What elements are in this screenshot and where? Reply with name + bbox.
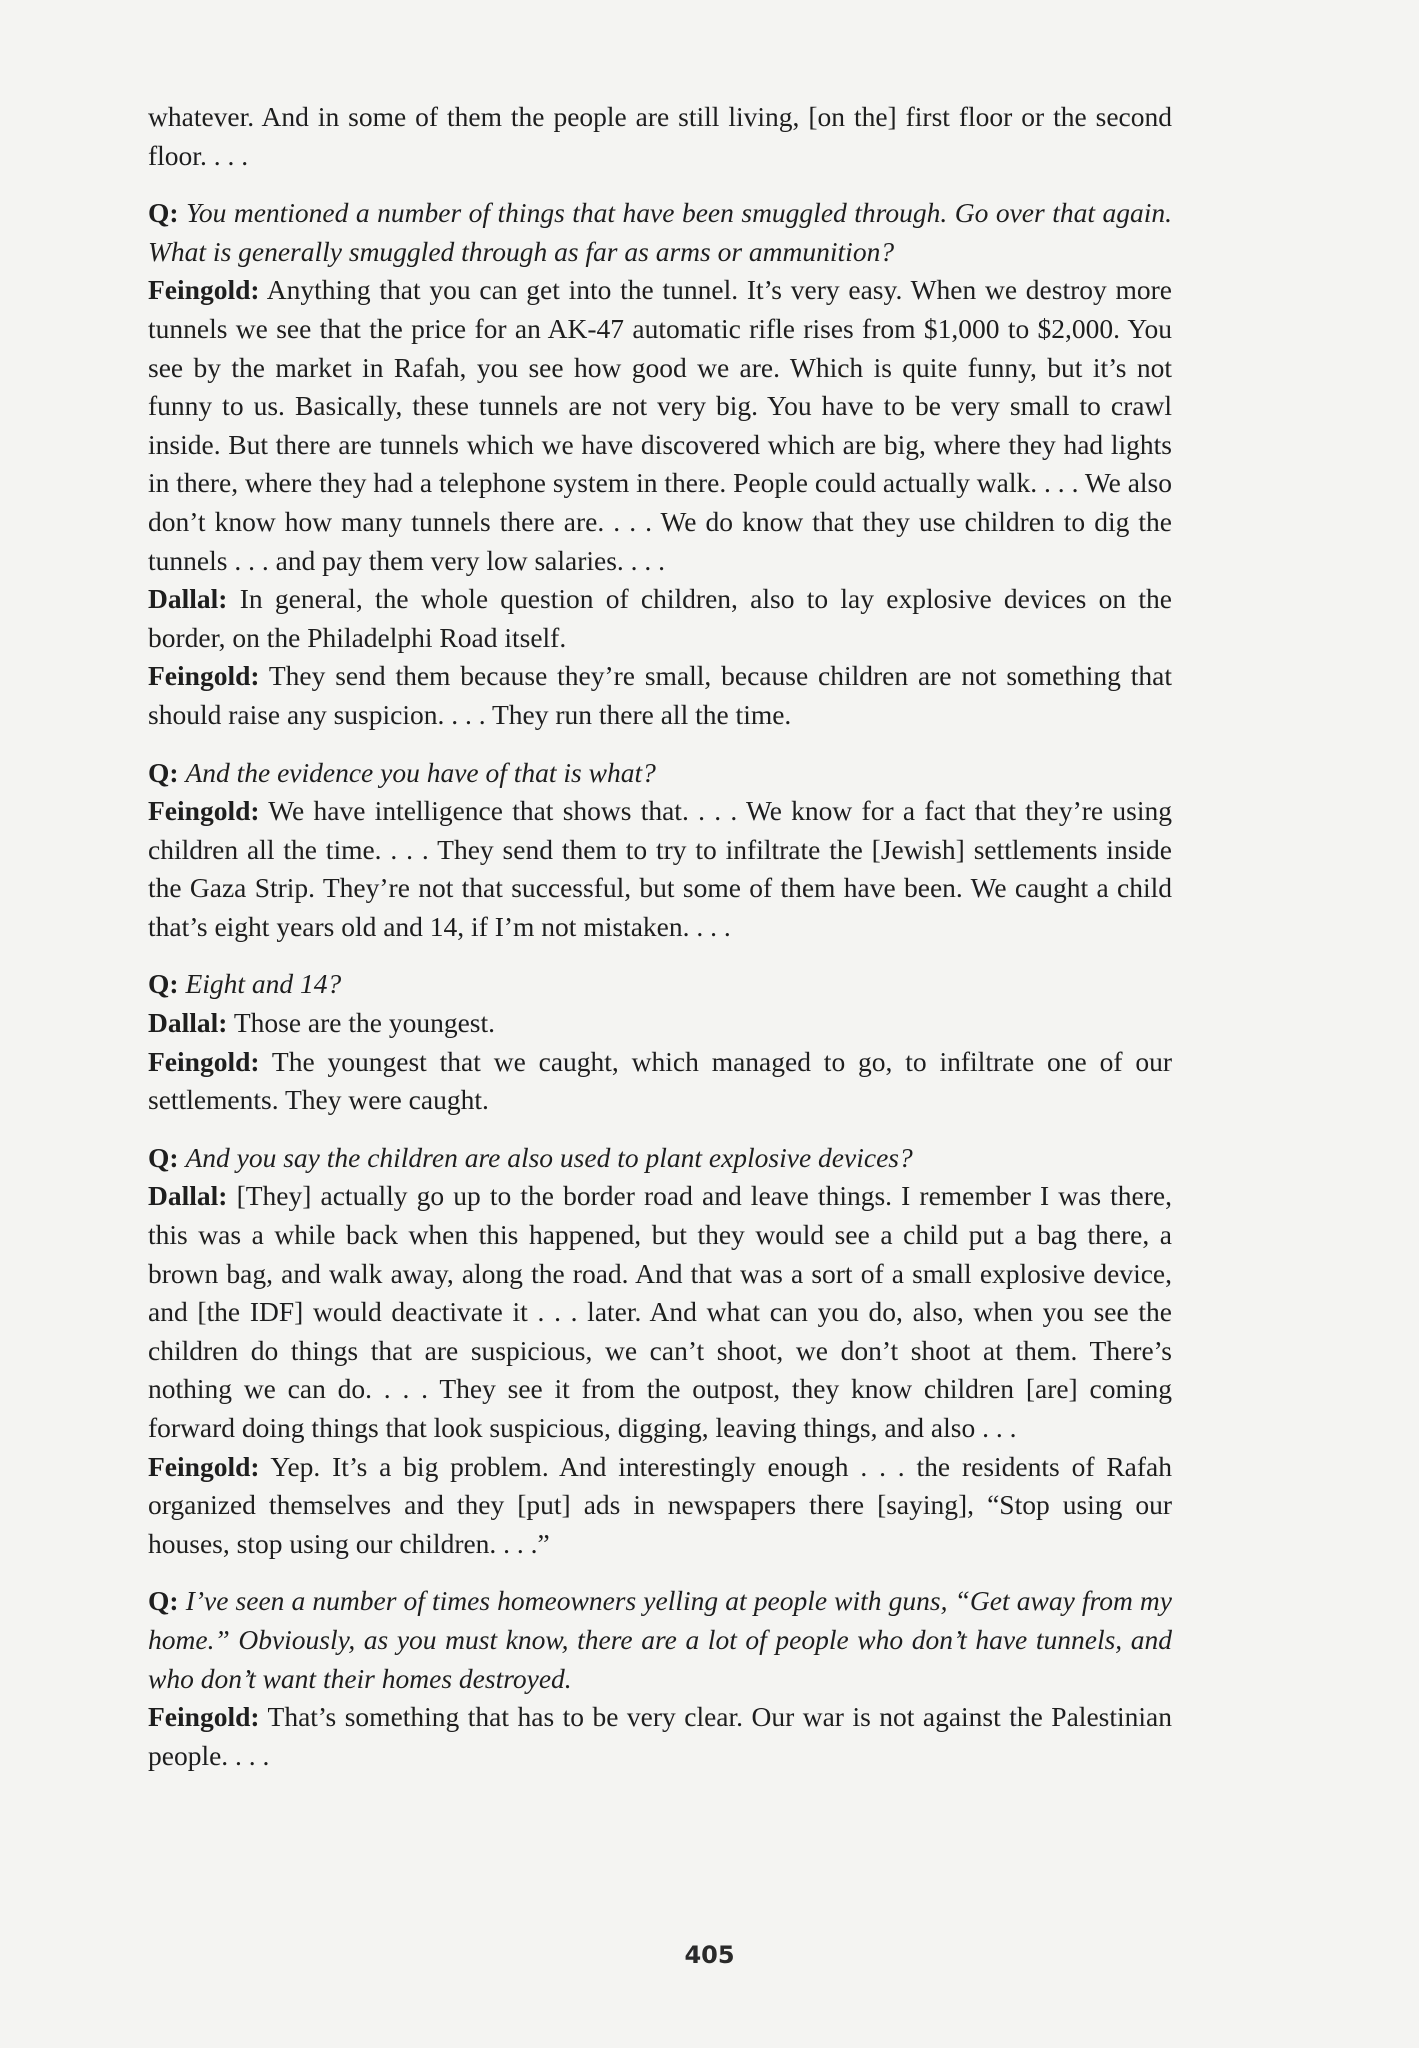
answer-text: Those are the youngest.: [233, 1007, 496, 1039]
question-paragraph: [148, 754, 1172, 793]
page-body: [148, 98, 1172, 1794]
answer-text: They send them because they’re small, because children are not something that should raise any suspicion. . . . They run there all the time.: [148, 660, 1172, 730]
answer-text: [They] actually go up to the border road and leave things. I remember I was there, this was a while back when this happened, but they would see a child put a bag there, a brown bag, and walk away, along the road. And that was a sort of a small explosive device, and [the IDF] would deactivate it . . . later. And what can you do, also, when you see the children do things that are suspicious, we can’t shoot, we don’t shoot at them. There’s nothing we can do. . . . They see it from the outpost, they know children [are] coming forward doing things that look suspicious, digging, leaving things, and also . . .: [148, 1180, 1173, 1443]
speaker-label: Dallal:: [148, 1180, 228, 1212]
question-text: I’ve seen a number of times homeowners yelling at people with guns, “Get away from my home.” Obviously, as you must know, there are a lot of people who don’t have tunnels, and who don’t want their homes destroyed.: [148, 1585, 1172, 1694]
answer-paragraph: [148, 271, 1172, 580]
answer-paragraph: [148, 1004, 1172, 1043]
speaker-label: Feingold:: [148, 1701, 260, 1733]
interview-exchange: [148, 965, 1172, 1119]
speaker-label: Feingold:: [148, 274, 260, 306]
speaker-label: Feingold:: [148, 1450, 260, 1482]
question-paragraph: [148, 1582, 1172, 1698]
question-paragraph: [148, 965, 1172, 1004]
interview-exchange: [148, 1582, 1172, 1775]
answer-paragraph: [148, 580, 1172, 657]
question-text: You mentioned a number of things that have been smuggled through. Go over that again. What is generally smuggled through as far as arms or ammunition?: [148, 197, 1172, 267]
speaker-label: Feingold:: [148, 1045, 260, 1077]
question-paragraph: [148, 194, 1172, 271]
interview-exchange: [148, 1139, 1172, 1564]
interview-exchange: [148, 754, 1172, 947]
paragraph-text: whatever. And in some of them the people are still living, [on the] first floor or the second floor. . . .: [148, 101, 1172, 171]
speaker-label: Q:: [148, 197, 179, 229]
answer-paragraph: [148, 1177, 1172, 1447]
answer-text: Anything that you can get into the tunnel. It’s very easy. When we destroy more tunnels we see that the price for an AK-47 automatic rifle rises from $1,000 to $2,000. You see by the market in Rafah, you see how good we are. Which is quite funny, but it’s not funny to us. Basically, these tunnels are not very big. You have to be very small to crawl inside. But there are tunnels which we have discovered which are big, where they had lights in there, where they had a telephone system in there. People could actually walk. . . . We also don’t know how many tunnels there are. . . . We do know that they use children to dig the tunnels . . . and pay them very low salaries. . . .: [148, 274, 1172, 576]
interview-exchange: [148, 194, 1172, 734]
answer-paragraph: [148, 792, 1172, 946]
answer-paragraph: [148, 1043, 1172, 1120]
page-number: 405: [684, 1941, 735, 1969]
speaker-label: Q:: [148, 968, 179, 1000]
speaker-label: Dallal:: [148, 583, 228, 615]
answer-text: Yep. It’s a big problem. And interestingly enough . . . the residents of Rafah organized themselves and they [put] ads in newspapers there [saying], “Stop using our houses, stop using our children. . . .”: [148, 1450, 1172, 1559]
answer-text: We have intelligence that shows that. . . . We know for a fact that they’re using children all the time. . . . They send them to try to infiltrate the [Jewish] settlements inside the Gaza Strip. They’re not that successful, but some of them have been. We caught a child that’s eight years old and 14, if I’m not mistaken. . . .: [148, 795, 1172, 942]
question-paragraph: [148, 1139, 1172, 1178]
speaker-label: Dallal:: [148, 1007, 228, 1039]
speaker-label: Q:: [148, 756, 179, 788]
speaker-label: Feingold:: [148, 795, 260, 827]
answer-paragraph: [148, 657, 1172, 734]
question-text: And the evidence you have of that is what?: [185, 756, 656, 788]
speaker-label: Q:: [148, 1585, 179, 1617]
speaker-label: Feingold:: [148, 660, 260, 692]
answer-text: That’s something that has to be very clear. Our war is not against the Palestinian people. . . .: [148, 1701, 1172, 1771]
answer-text: The youngest that we caught, which managed to go, to infiltrate one of our settlements. They were caught.: [148, 1045, 1172, 1116]
speaker-label: Q:: [148, 1141, 179, 1173]
paragraph: [148, 98, 1172, 175]
answer-text: In general, the whole question of children, also to lay explosive devices on the border, on the Philadelphi Road itself.: [148, 583, 1173, 653]
question-text: And you say the children are also used to plant explosive devices?: [185, 1141, 913, 1173]
text-block: [148, 98, 1172, 175]
answer-paragraph: [148, 1448, 1172, 1564]
question-text: Eight and 14?: [185, 968, 342, 1000]
answer-paragraph: [148, 1698, 1172, 1775]
